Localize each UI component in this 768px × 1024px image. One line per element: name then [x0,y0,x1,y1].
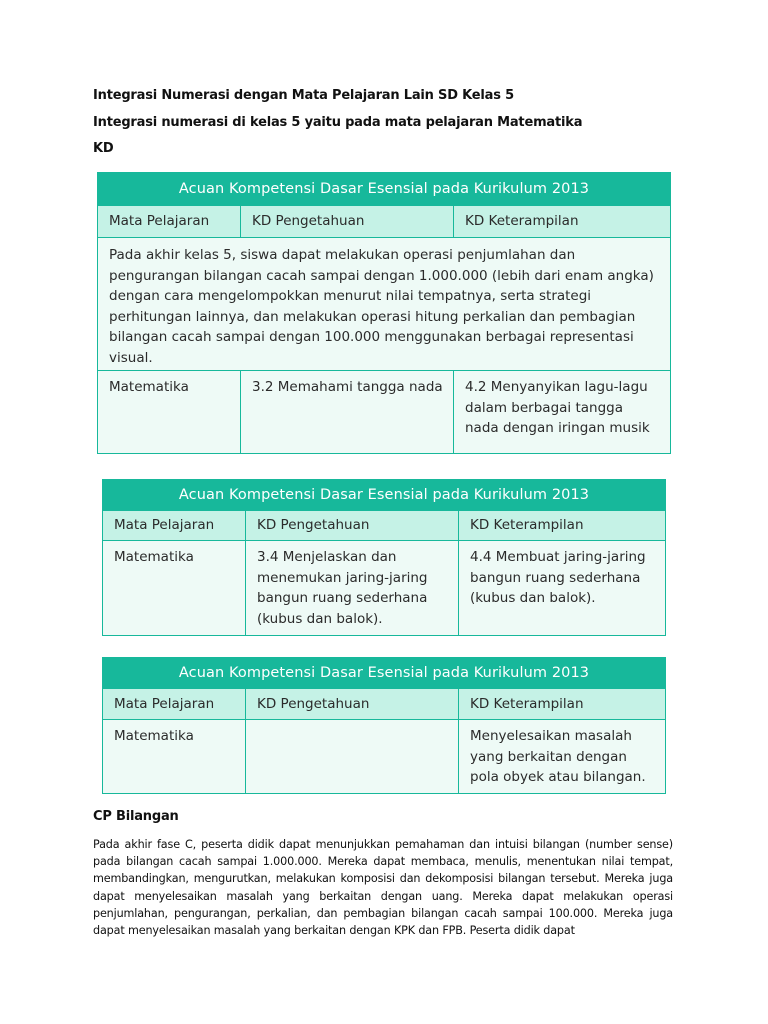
header-mata-pelajaran: Mata Pelajaran [109,213,210,230]
table-banner: Acuan Kompetensi Dasar Esensial pada Kurikulum 2013 [102,479,666,511]
table-note: Pada akhir kelas 5, siswa dapat melakukan operasi penjumlahan dan pengurangan bilangan cacah sampai dengan 1.000.000 (lebih dari enam angka) dengan cara mengelompokkan menurut nilai tempatnya, serta strategi perhitungan lainnya, dan melakukan operasi hitung perkalian dan pembagian bilangan cacah sampai dengan 100.000 menggunakan berbagai representasi visual. [109,247,654,366]
header-kd-pengetahuan: KD Pengetahuan [245,689,458,719]
table-row [97,371,671,454]
cell-mata-pelajaran: Matematika [114,728,194,744]
table-header-row [102,511,666,541]
table-header-row [97,206,671,238]
header-kd-pengetahuan: KD Pengetahuan [245,511,458,540]
table-banner: Acuan Kompetensi Dasar Esensial pada Kurikulum 2013 [97,172,671,206]
kd-label: KD [93,141,114,156]
header-kd-keterampilan: KD Keterampilan [458,511,665,540]
kd-table-1 [97,172,671,454]
cp-body: Pada akhir fase C, peserta didik dapat menunjukkan pemahaman dan intuisi bilangan (number sense) pada bilangan cacah sampai 1.000.000. Mereka dapat membaca, menulis, menentukan nilai tempat, membandingkan, mengurutkan, melakukan komposisi dan dekomposisi bilangan tersebut. Mereka juga dapat menyelesaikan masalah yang berkaitan dengan uang. Mereka dapat melakukan operasi penjumlahan, pengurangan, perkalian, dan pembagian bilangan cacah sampai 100.000. Mereka juga dapat menyelesaikan masalah yang berkaitan dengan KPK dan FPB. Peserta didik dapat [93,838,673,938]
cell-kd-pengetahuan [245,720,458,793]
table-row [102,720,666,794]
cp-title: CP Bilangan [93,809,179,824]
cell-mata-pelajaran: Matematika [109,379,189,395]
document-subheading: Integrasi numerasi di kelas 5 yaitu pada mata pelajaran Matematika [93,115,583,130]
cell-kd-keterampilan: Menyelesaikan masalah yang berkaitan dengan pola obyek atau bilangan. [458,720,665,793]
table-row [102,541,666,636]
table-note-row [97,238,671,371]
cell-kd-keterampilan: 4.2 Menyanyikan lagu-lagu dalam berbagai tangga nada dengan iringan musik [453,371,670,453]
kd-table-2 [102,479,666,636]
header-kd-keterampilan: KD Keterampilan [458,689,665,719]
header-kd-pengetahuan: KD Pengetahuan [240,206,453,237]
table-banner: Acuan Kompetensi Dasar Esensial pada Kurikulum 2013 [102,657,666,689]
table-header-row [102,689,666,720]
header-kd-keterampilan: KD Keterampilan [453,206,670,237]
cell-kd-pengetahuan: 3.4 Menjelaskan dan menemukan jaring-jaring bangun ruang sederhana (kubus dan balok). [245,541,458,635]
header-mata-pelajaran: Mata Pelajaran [114,517,215,534]
document-heading: Integrasi Numerasi dengan Mata Pelajaran Lain SD Kelas 5 [93,88,514,103]
header-mata-pelajaran: Mata Pelajaran [114,695,215,712]
cell-kd-keterampilan: 4.4 Membuat jaring-jaring bangun ruang sederhana (kubus dan balok). [458,541,665,635]
kd-table-3 [102,657,666,794]
cell-mata-pelajaran: Matematika [114,549,194,565]
cell-kd-pengetahuan: 3.2 Memahami tangga nada [240,371,453,453]
